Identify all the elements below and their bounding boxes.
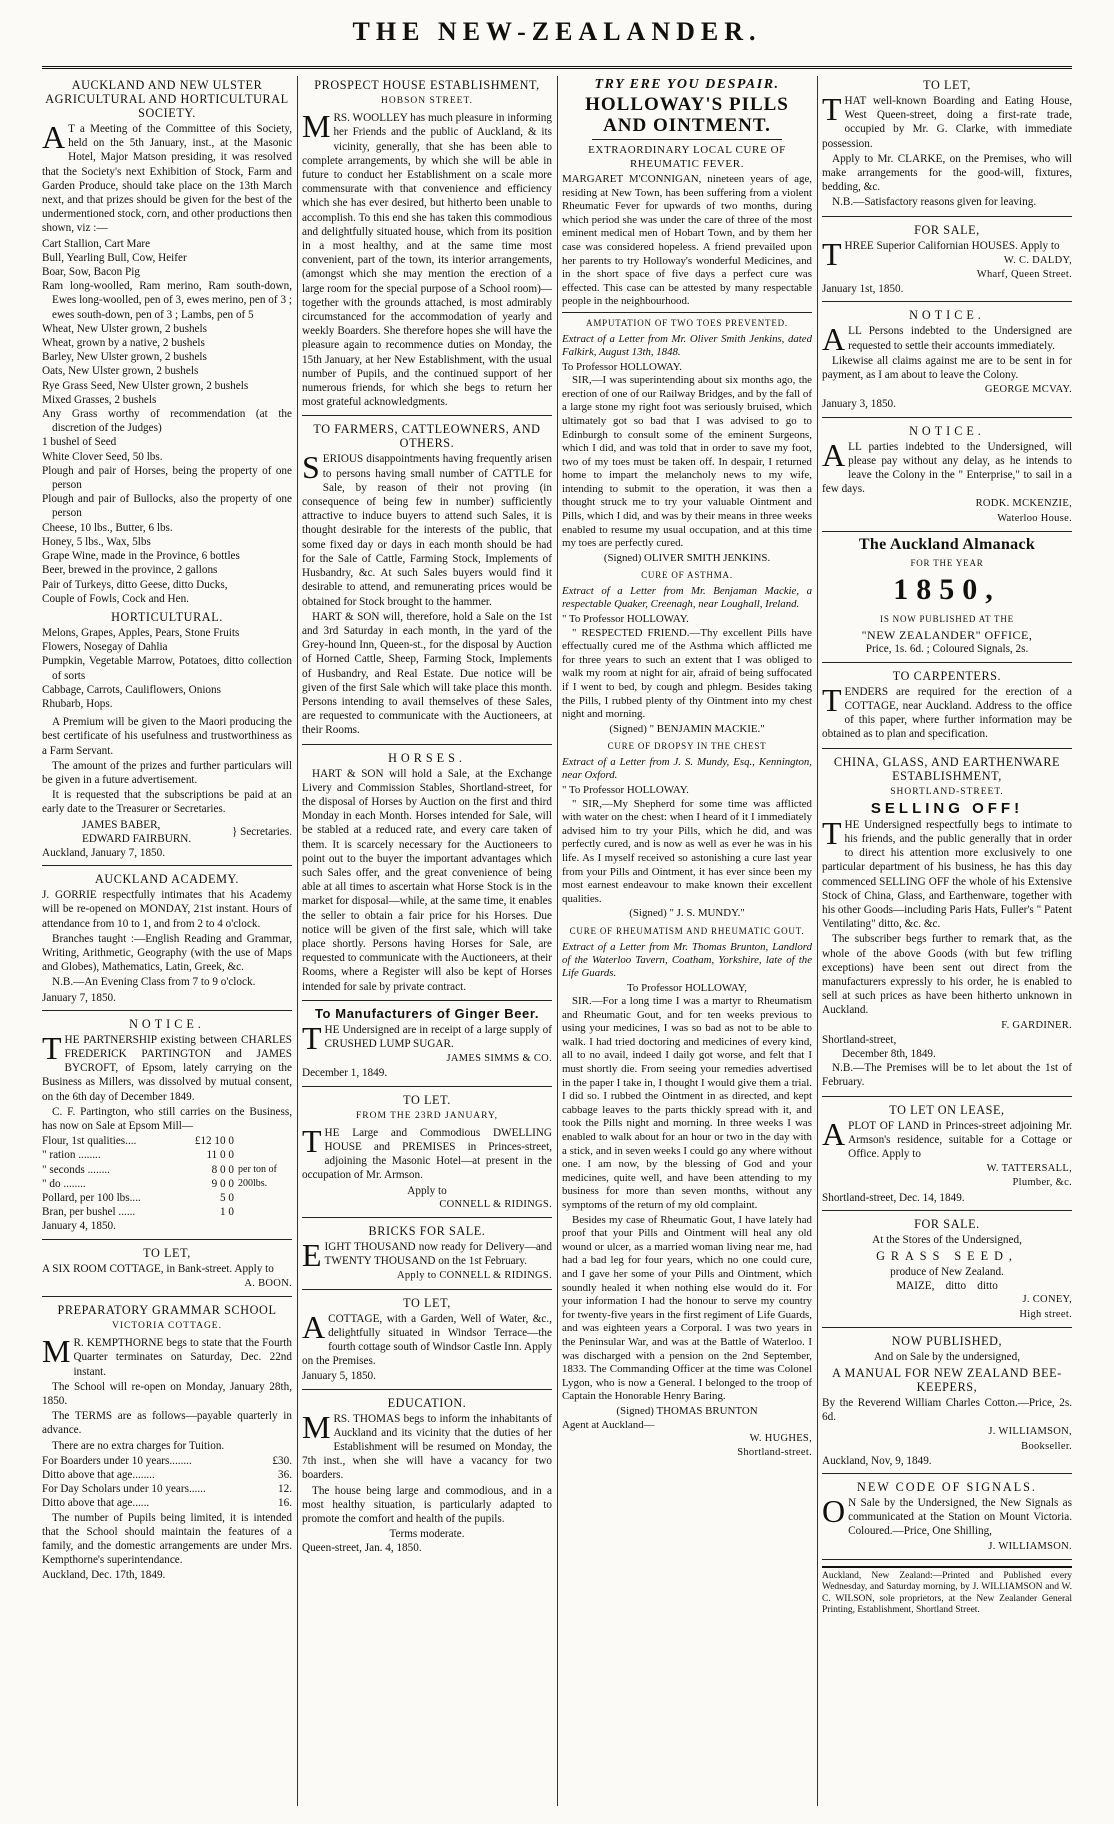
ad-body: THE PARTNERSHIP existing between CHARLES FREDERICK PARTINGTON and JAMES BYCROFT, of Epsom, lately carrying on the Business as Millers, was dissolved by mutual consent, on the 6th day of December 1849. [42, 1029, 292, 1103]
ad-body: ALL parties indebted to the Undersigned, will please pay without any delay, as he intends to leave the Colony in the " Enterprise," to sail in a few days. [822, 436, 1072, 496]
price-row [42, 1177, 234, 1191]
price-row [42, 1148, 234, 1162]
ad-body: ACOTTAGE, with a Garden, Well of Water, &c., delightfully situated in Windsor Terrace—the fourth cottage south of Windsor Castle Inn. Apply on the Premises. [302, 1308, 552, 1368]
ad-title: To Manufacturers of Ginger Beer. [314, 1005, 540, 1021]
signature: (Signed) THOMAS BRUNTON [616, 1404, 758, 1417]
ad-date: Shortland-street, [822, 1033, 897, 1046]
section-title: HORTICULTURAL. [111, 609, 223, 624]
letter-extract: Extract of a Letter from Mr. Thomas Brunton, Landlord of the Waterloo Tavern, Coatham, Yorkshire, late of the Life Guards. [562, 940, 812, 979]
signature: Waterloo House. [997, 512, 1072, 524]
price-value: 36. [278, 1469, 292, 1482]
signature: Wharf, Queen Street. [976, 269, 1072, 281]
ad-body: MR. KEMPTHORNE begs to state that the Fourth Quarter terminates on Saturday, Dec. 22nd instant. [42, 1333, 292, 1378]
ad-body: Price, 1s. 6d. ; Coloured Signals, 2s. [865, 643, 1029, 656]
price-unit-text: 200lbs. [238, 1177, 268, 1189]
holloway-ad [562, 78, 812, 1464]
ad-title: NOTICE. [909, 308, 985, 323]
ad-title: TO CARPENTERS. [892, 668, 1002, 683]
ad-title: NOW PUBLISHED, [891, 1333, 1003, 1348]
ad-title: PROSPECT HOUSE ESTABLISHMENT, [314, 78, 540, 92]
signature: J. WILLIAMSON. [988, 1540, 1072, 1552]
ad-date: December 8th, 1849. [842, 1047, 936, 1060]
china-glass-ad [822, 755, 1072, 1097]
ad-body: MARGARET M'CONNIGAN, nineteen years of age, residing at New Town, has been suffering from a violent Rheumatic Fever for upwards of two months, during which period she was under the care of three of the most eminent medical men of Hobart Town, and by them her case was considered hopeless. A friend prevailed upon her parents to try Holloway's wonderful Medicines, and in the short space of five days a perfect cure was effected. This case can be attested by many respectable people in the neighbourhood. [562, 173, 812, 308]
ad-subtitle: FOR THE YEAR [910, 557, 984, 568]
letter-recipient: To Professor HOLLOWAY. [562, 360, 682, 373]
prize-item: White Clover Seed, 50 lbs. [42, 450, 163, 463]
signature: Apply to CONNELL & RIDINGS. [397, 1270, 552, 1282]
section-title: CURE OF DROPSY IN THE CHEST [607, 741, 767, 752]
ad-title: TO LET, [403, 1295, 451, 1310]
ad-date: Auckland, January 7, 1850. [42, 846, 166, 859]
ad-date: Auckland, Nov, 9, 1849. [822, 1454, 932, 1467]
letter-recipient: To Professor HOLLOWAY, [627, 981, 747, 994]
horticultural-item: Cabbage, Carrots, Cauliflowers, Onions [42, 683, 221, 696]
ad-title: TO LET. [403, 1092, 451, 1107]
almanack-year: 1850, [893, 573, 1001, 607]
section-title: EXTRAORDINARY LOCAL CURE OF RHEUMATIC FEVER. [588, 144, 786, 170]
price-value: 5 0 [220, 1192, 234, 1205]
ad-date: January 4, 1850. [42, 1220, 116, 1233]
ad-body: The School will re-open on Monday, January 28th, 1850. [42, 1380, 292, 1408]
signature: (Signed) " BENJAMIN MACKIE." [609, 722, 765, 735]
price-item: Ditto above that age........ [42, 1469, 155, 1482]
price-value: 12. [278, 1483, 292, 1496]
prize-item: Any Grass worthy of recommendation (at the discretion of the Judges) [42, 408, 292, 435]
ad-body: MAIZE, ditto ditto [896, 1280, 998, 1293]
windsor-cottage-ad [302, 1296, 552, 1390]
ad-date: Queen-street, Jan. 4, 1850. [302, 1542, 422, 1555]
ad-subtitle: At the Stores of the Undersigned, [872, 1233, 1022, 1246]
price-rows [42, 1134, 234, 1219]
ad-title: PREPARATORY GRAMMAR SCHOOL [57, 1303, 277, 1318]
ad-subtitle: IS NOW PUBLISHED AT THE [880, 614, 1014, 625]
ad-body: AT a Meeting of the Committee of this Society, held on the 5th January, inst., at the Masonic Hotel, Major Matson presiding, it was resolved that the Society's next Exhibition of Stock, Farm and Garden Produce, should take place on the 13th March next, and that prizes should be given for the best of the undermentioned stock, corn, and other productions then shown, viz :— [42, 119, 292, 235]
prize-item: Grape Wine, made in the Province, 6 bottles [42, 550, 240, 563]
prize-item: Mixed Grasses, 2 bushels [42, 393, 157, 406]
prize-item: Barley, New Ulster grown, 2 bushels [42, 351, 207, 364]
ad-body: ON Sale by the Undersigned, the New Signals as communicated at the Station on Mount Victoria. Coloured.—Price, One Shilling, [822, 1493, 1072, 1538]
prize-item: 1 bushel of Seed [42, 436, 117, 449]
signature: W. TATTERSALL, [986, 1163, 1072, 1175]
ad-body: The TERMS are as follows—payable quarterly in advance. [42, 1410, 292, 1437]
signature: A. BOON. [244, 1277, 292, 1289]
horticultural-item: Rhubarb, Hops. [42, 697, 113, 710]
prize-item: Cart Stallion, Cart Mare [42, 237, 151, 250]
section-title: CURE OF RHEUMATISM AND RHEUMATIC GOUT. [569, 925, 805, 936]
letter-extract: Extract of a Letter from J. S. Mundy, Esq., Kennington, near Oxford. [562, 755, 812, 781]
ad-body: ALL Persons indebted to the Undersigned are requested to settle their accounts immediately. [822, 321, 1072, 358]
prize-list [42, 237, 292, 606]
price-item: For Boarders under 10 years........ [42, 1454, 192, 1467]
price-item: Bran, per bushel ...... [42, 1206, 136, 1219]
signature: (Signed) " J. S. MUNDY." [629, 907, 745, 920]
section-title: AMPUTATION OF TWO TOES PREVENTED. [586, 317, 788, 328]
price-value: £30. [272, 1454, 292, 1467]
price-item: " do ........ [42, 1177, 86, 1190]
ad-title: CHINA, GLASS, AND EARTHENWARE ESTABLISHMENT, [833, 754, 1061, 783]
price-row [42, 1191, 234, 1205]
ad-body: The number of Pupils being limited, it is intended that the School should maintain the features of a family, and the domestic arrangements are under Mrs. Kempthorne's superintendance. [42, 1511, 292, 1567]
ad-body: The subscriber begs further to remark that, as the whole of the above Goods (with but few trifling exceptions) have been sent out direct from the manufacturers expressly to his order, he is enabled to sell at such prices as have been hitherto unknown in Auckland. [822, 933, 1072, 1017]
ad-subtitle: VICTORIA COTTAGE. [111, 1321, 222, 1332]
masthead-rule [42, 66, 1072, 69]
prize-item: Bull, Yearling Bull, Cow, Heifer [42, 251, 187, 264]
ad-date: Shortland-street, Dec. 14, 1849. [822, 1191, 965, 1204]
ad-body: EIGHT THOUSAND now ready for Delivery—and TWENTY THOUSAND on the 1st February. [302, 1237, 552, 1274]
ad-title: TO FARMERS, CATTLEOWNERS, AND OTHERS. [313, 422, 541, 451]
price-row [42, 1205, 234, 1219]
letter-extract: Extract of a Letter from Mr. Benjaman Mackie, a respectable Quaker, Creenagh, near Loughall, Ireland. [562, 585, 812, 611]
price-value: 1 0 [220, 1206, 234, 1219]
ad-title: TO LET, [143, 1245, 191, 1260]
signature: J. WILLIAMSON, [988, 1426, 1072, 1438]
prospect-house-ad [302, 78, 552, 416]
ad-title: AUCKLAND ACADEMY. [94, 872, 240, 887]
price-value: 11 0 0 [206, 1149, 234, 1162]
ad-subtitle: FROM THE 23RD JANUARY, [355, 1110, 498, 1121]
signatories [42, 818, 292, 846]
fee-row [42, 1496, 292, 1510]
ad-body: N.B.—Satisfactory reasons given for leaving. [832, 196, 1037, 209]
dwelling-to-let-ad [302, 1093, 552, 1218]
horticultural-item: Melons, Grapes, Apples, Pears, Stone Fruits [42, 626, 240, 639]
price-unit [234, 1134, 292, 1219]
signature: J. CONEY, [1022, 1294, 1072, 1306]
ad-subtitle: HOBSON STREET. [381, 96, 473, 106]
horticultural-list [42, 626, 292, 711]
ad-body: HART & SON will, therefore, hold a Sale on the 1st and 3rd Saturday in each month, in the yard of the Grey-hound Inn, Queen-st., for the disposal by Auction of Horned Cattle, Sheep, Farming Stock, Implements of Husbandry, and Real Estate. Due notice will be given of the first Sale which will take place this month. Persons intending to avail themselves of these Sales, are requested to communicate with the Auctioneers, at their Rooms. [302, 610, 552, 737]
ad-title: NOTICE. [129, 1016, 205, 1031]
almanack-ad [822, 535, 1072, 663]
ad-body: C. F. Partington, who still carries on the Business, has now on Sale at Epsom Mill— [42, 1105, 292, 1132]
ad-body: N.B.—The Premises will be to let about the 1st of February. [822, 1062, 1072, 1089]
prize-item: Honey, 5 lbs., Wax, 5lbs [42, 535, 151, 548]
letter-extract: Extract of a Letter from Mr. Oliver Smith Jenkins, dated Falkirk, August 13th, 1848. [562, 332, 812, 358]
ad-title: BRICKS FOR SALE. [368, 1224, 486, 1239]
prize-item: Wheat, New Ulster grown, 2 bushels [42, 322, 207, 335]
price-item: Ditto above that age...... [42, 1497, 150, 1510]
ad-body: TENDERS are required for the erection of a COTTAGE, near Auckland. Address to the office of this paper, where further information may be obtained as to plan and specification. [822, 681, 1072, 741]
mcvay-notice-ad [822, 308, 1072, 417]
ad-body: THAT well-known Boarding and Eating House, West Queen-street, doing a first-rate trade, occupied by Mr. G. Clarke, with immediate possession. [822, 91, 1072, 150]
column-1 [42, 76, 292, 1814]
price-item: Flour, 1st qualities.... [42, 1135, 137, 1148]
price-item: " seconds ........ [42, 1163, 110, 1176]
ad-body: THE Large and Commodious DWELLING HOUSE and PREMISES in Princes-street, adjoining the Masonic Hotel—at present in the occupation of Mr. Armson. [302, 1122, 552, 1182]
ad-body: THREE Superior Californian HOUSES. Apply to [822, 235, 1060, 272]
signature: Plumber, &c. [1012, 1177, 1072, 1189]
signature: F. GARDINER. [1001, 1019, 1072, 1031]
price-value: 16. [278, 1497, 292, 1510]
column-3 [562, 76, 812, 1814]
ad-title: EDUCATION. [387, 1395, 467, 1410]
ad-subtitle: SHORTLAND-STREET. [890, 786, 1004, 797]
column-2 [302, 76, 552, 1814]
signature: GEORGE MCVAY. [984, 384, 1072, 396]
horticultural-item: Flowers, Nosegay of Dahlia [42, 641, 168, 654]
ad-body: A Premium will be given to the Maori producing the best certificate of his usefulness and trustworthiness as a Farm Servant. [42, 716, 292, 757]
price-unit-text: per ton of [238, 1163, 277, 1175]
grammar-school-ad [42, 1303, 292, 1588]
ad-body: SIR.—For a long time I was a martyr to Rheumatism and Rheumatic Gout, and for ten weeks previous to using your medicines, I was so bad as not to be able to walk. I had tried doctoring and medicines of every kind, all to no avail, indeed I daily got worse, and felt that I must shortly die. From seeing your remedies advertised in the paper I take in, I thought I would give them a trial. I did so. I rubbed the Ointment in as directed, and kept cabbage leaves to the parts thickly spread with it, and took the Pills night and morning. In three weeks I was enabled to walk about for an hour or two in the day with a stick, and in seven weeks I could go any where without one. I am now, by the blessing of God and your medicines, quite well, and have been attending to my business for more than seven months, without any symptoms of the return of my old complaint. [562, 995, 812, 1211]
ad-title: The Auckland Almanack [858, 535, 1036, 553]
ad-date: December 1, 1849. [302, 1067, 388, 1080]
ad-body: Besides my case of Rheumatic Gout, I have lately had proof that your Pills and Ointment will heal any old wound or ulcer, as a married woman living near me, had had a bad leg for four years, which no one could cure, and I gave her some of your Pills and Ointment, which soundly healed it when nothing else would do it. For your information I had the honour to serve my country for twenty-five years in the first regiment of Life Guards, and was eighteen years a Corporal. I was two years in the Peninsular War, and was at the Battle of Waterloo. I was discharged with a pension on the 2nd September, 1833. The Commanding Officer at the time was Colonel Lygon, who is now a General. I belonged to the troop of Captain the Honorable Henry Baring. [562, 1213, 812, 1403]
houses-for-sale-ad [822, 223, 1072, 303]
prize-item: Plough and pair of Bullocks, also the property of one person [42, 493, 292, 520]
ad-subtitle: And on Sale by the undersigned, [873, 1350, 1021, 1363]
column-4 [822, 76, 1072, 1814]
horticultural-item: Pumpkin, Vegetable Marrow, Potatoes, ditto collection of sorts [42, 655, 292, 682]
price-table [42, 1134, 292, 1219]
bee-manual-ad [822, 1334, 1072, 1474]
price-value: 8 0 0 [211, 1163, 234, 1176]
ad-title: NEW CODE OF SIGNALS. [857, 1480, 1037, 1495]
price-item: " ration ........ [42, 1149, 101, 1162]
slogan: TRY ERE YOU DESPAIR. [594, 77, 780, 92]
ad-title: HOLLOWAY'S PILLS AND OINTMENT. [585, 94, 789, 136]
education-ad [302, 1396, 552, 1561]
column-divider [557, 76, 558, 1806]
ad-body: It is requested that the subscriptions be paid at an early date to the Treasurer or Secretaries. [42, 789, 292, 816]
section-title: CURE OF ASTHMA. [641, 570, 733, 581]
ad-body: N.B.—An Evening Class from 7 to 9 o'clock. [52, 976, 256, 989]
bricks-ad [302, 1224, 552, 1290]
ad-body: Branches taught :—English Reading and Grammar, Writing, Arithmetic, Geography (with the use of Maps and Globes), Mathematics, Latin, Greek, &c. [42, 932, 292, 974]
ad-body: produce of New Zealand. [890, 1265, 1004, 1278]
ad-body: THE Undersigned respectfully begs to intimate to his friends, and the public generally that in order to direct his attention more exclusively to one particular department of his business, he has this day commenced SELLING OFF the whole of his Extensive Stock of China, Glass, and Earthenware, together with his other Goods—including Paris Hats, Fuller's " Patent Ventilating" ditto, &c. &c. [822, 814, 1072, 931]
price-item: For Day Scholars under 10 years...... [42, 1483, 206, 1496]
signature: JAMES SIMMS & CO. [446, 1053, 552, 1065]
ad-body: Apply to [407, 1184, 447, 1197]
masthead: THE NEW-ZEALANDER. [352, 17, 762, 46]
ad-title: TO LET ON LEASE, [889, 1102, 1005, 1117]
ad-body: APLOT OF LAND in Princes-street adjoining Mr. Armson's residence, suitable for a Cottage or Office. Apply to [822, 1115, 1072, 1160]
ad-body: MRS. THOMAS begs to inform the inhabitants of Auckland and its vicinity that the duties of her Establishment will be resumed on Monday, the 7th inst., when she will have a vacancy for two boarders. [302, 1408, 552, 1482]
fee-row [42, 1468, 292, 1482]
price-row [42, 1134, 234, 1148]
ad-body: HART & SON will hold a Sale, at the Exchange Livery and Commission Stables, Shortland-street, for the disposal of Horses by Auction on the first and third Monday in each Month. Horses intended for Sale, will be stabled at a reduced rate, and every care taken of them. It is scarcely necessary for the Auctioneers to point out to the buyer the important advantages which such Sales offer, and the great convenience of being able at all times to ascertain what Horse Stock is in the market for disposal—while, at the same time, it enables the seller to obtain a fair price for his Horses. Due notice will be given of the first sale, which will take place shortly. Persons having Horses for Sale, are requested to communicate with the Auctioneers, at their Rooms, where a Register will also be kept of Horses intended for sale by private contract. [302, 767, 552, 993]
agent-street: Shortland-street. [737, 1446, 812, 1458]
ad-body: SERIOUS disappointments having frequently arisen to persons having small number of CATTLE for Sale, by reason of their not proving (in consequence of being few in number) sufficiently attractive to induce buyers to attend such Sales, it is thought desirable for the interests of the public, that some fixed day or days in each month should be had for the Sale of Cattle, Farming Stock, Implements of Husbandry, &c. At such Sales buyers would find it desirable to attend, and remunerating prices would be obtained for Stock brought to the hammer. [302, 449, 552, 608]
ad-title: HORSES. [388, 750, 466, 765]
prize-item: Pair of Turkeys, ditto Geese, ditto Ducks, [42, 578, 228, 591]
agricultural-society-ad [42, 78, 292, 866]
signature: CONNELL & RIDINGS. [439, 1198, 552, 1210]
ad-date: January 3, 1850. [822, 398, 896, 411]
prize-item: Cheese, 10 lbs., Butter, 6 lbs. [42, 521, 173, 534]
agent-label: Agent at Auckland— [562, 1418, 655, 1431]
prize-item: Rye Grass Seed, New Ulster grown, 2 bushels [42, 379, 249, 392]
book-title: A MANUAL FOR NEW ZEALAND BEE-KEEPERS, [832, 1366, 1062, 1394]
ad-body: Apply to Mr. CLARKE, on the Premises, who will make arrangements for the good-will, fixtures, bedding, &c. [822, 152, 1072, 194]
prize-item: Ram long-woolled, Ram merino, Ram south-down, Ewes long-woolled, pen of 3, ewes merino, pen of 3 ; ewes south-down, pen of 3 ; Lambs, pen of 5 [42, 280, 292, 321]
partnership-notice-ad [42, 1017, 292, 1240]
academy-ad [42, 872, 292, 1011]
ad-body: Likewise all claims against me are to be sent in for payment, as I am about to leave the Colony. [822, 354, 1072, 382]
prize-item: Wheat, grown by a native, 2 bushels [42, 337, 205, 350]
signals-ad [822, 1480, 1072, 1560]
letter-recipient: " To Professor HOLLOWAY. [562, 783, 689, 796]
carpenters-ad [822, 669, 1072, 749]
ad-title: TO LET, [923, 78, 971, 92]
price-row [42, 1163, 234, 1177]
ad-body: SIR,—I was superintending about six months ago, the erection of one of our Railway Bridges, and by the fall of a large stone my right foot was seriously bruised, which ultimately got so bad that I was advised to go to Edinburgh to consult some of the eminent Surgeons, which I did, and was told that in order to save my foot, two of my toes must be taken off. In despair, I returned home to impart the melancholy news to my wife, intending to submit to the operation, it was then a thought struck me to try your valuable Ointment and Pills, which I did, and was by their means in three weeks enabled to resume my usual occupation, and at this time my toes are perfectly cured. [562, 374, 812, 550]
ad-body: There are no extra charges for Tuition. [52, 1439, 225, 1452]
ad-title: FOR SALE, [914, 222, 980, 237]
ad-body: By the Reverend William Charles Cotton.—Price, 2s. 6d. [822, 1397, 1072, 1424]
ad-body: J. GORRIE respectfully intimates that his Academy will be re-opened on MONDAY, 21st instant. Hours of attendance from 10 to 1, and from 2 to 4 o'clock. [42, 889, 292, 930]
price-value: 9 0 0 [211, 1177, 234, 1190]
fee-table [42, 1454, 292, 1511]
mckenzie-notice-ad [822, 424, 1072, 532]
ad-body: Terms moderate. [389, 1528, 465, 1541]
ad-body: " SIR,—My Shepherd for some time was afflicted with water on the chest: when I heard of it I immediately advised him to try your Pills, which he did, and was perfectly cured, and is now as well as ever he was in his life. As I myself received so astonishing a cure last year from your Pills and Ointment, it has ever since been my most earnest endeavour to make known their excellent qualities. [562, 797, 812, 905]
ginger-beer-ad [302, 1007, 552, 1087]
prize-item: Couple of Fowls, Cock and Hen. [42, 592, 189, 605]
signature-role: } Secretaries. [231, 825, 292, 838]
cottage-to-let-ad [42, 1246, 292, 1297]
ad-body: The amount of the prizes and further particulars will be given in a future advertisement. [42, 759, 292, 786]
agent-name: W. HUGHES, [749, 1433, 812, 1445]
price-item: Pollard, per 100 lbs.... [42, 1192, 141, 1205]
ad-title: FOR SALE. [914, 1216, 980, 1231]
signature: Bookseller. [1021, 1440, 1072, 1452]
signature: (Signed) OLIVER SMITH JENKINS. [603, 551, 771, 564]
ad-date: January 1st, 1850. [822, 283, 904, 296]
ad-body: "NEW ZEALANDER" OFFICE, [861, 628, 1033, 643]
product: GRASS SEED, [876, 1248, 1018, 1263]
horses-ad [302, 751, 552, 1001]
grass-seed-ad [822, 1217, 1072, 1328]
ad-title: NOTICE. [909, 423, 985, 438]
signature: W. C. DALDY, [1003, 254, 1072, 266]
column-divider [297, 76, 298, 1806]
price-value: £12 10 0 [194, 1135, 234, 1148]
letter-recipient: " To Professor HOLLOWAY. [562, 613, 689, 626]
signature: RODK. MCKENZIE, [975, 498, 1072, 510]
fee-row [42, 1454, 292, 1468]
ad-date: January 7, 1850. [42, 991, 116, 1004]
signature: JAMES BABER, [82, 818, 161, 831]
signature: EDWARD FAIRBURN. [82, 832, 192, 845]
land-lease-ad [822, 1103, 1072, 1211]
fee-row [42, 1482, 292, 1496]
ad-body: The house being large and commodious, and in a most healthy situation, is particularly adapted to promote the comfort and health of the pupils. [302, 1484, 552, 1526]
colophon: Auckland, New Zealand:—Printed and Published every Wednesday, and Saturday morning, by J. WILLIAMSON and W. C. WILSON, sole proprietors, at the New Zealander General Printing, Establishment, Shortland Street. [822, 1566, 1072, 1617]
signature: High street. [1019, 1308, 1072, 1320]
prize-item: Boar, Sow, Bacon Pig [42, 266, 140, 279]
selling-off-banner: SELLING OFF! [870, 799, 1024, 817]
ad-date: January 5, 1850. [302, 1370, 376, 1383]
prize-item: Plough and pair of Horses, being the property of one person [42, 464, 292, 492]
prize-item: Beer, brewed in the province, 2 gallons [42, 564, 218, 577]
ad-body: THE Undersigned are in receipt of a large supply of CRUSHED LUMP SUGAR. [302, 1019, 552, 1056]
ad-body: " RESPECTED FRIEND.—Thy excellent Pills have effectually cured me of the Asthma which afflicted me for three years to such an extent that I was obliged to walk my room at night for air, afraid of being suffocated if I went to bed, by cough and phlegm. Besides taking the Pills, I rubbed plenty of thy Ointment into my chest night and morning. [562, 626, 812, 721]
boarding-house-ad [822, 78, 1072, 217]
ad-title: AUCKLAND AND NEW ULSTER AGRICULTURAL AND HORTICULTURAL SOCIETY. [45, 78, 289, 120]
ad-body: A SIX ROOM COTTAGE, in Bank-street. Apply to [42, 1262, 274, 1275]
ad-date: Auckland, Dec. 17th, 1849. [42, 1569, 166, 1582]
farmers-ad [302, 422, 552, 744]
prize-item: Oats, New Ulster grown, 2 bushels [42, 365, 199, 378]
column-divider [817, 76, 818, 1806]
ad-body: MRS. WOOLLEY has much pleasure in informing her Friends and the public of Auckland, & its vicinity, generally, that she has been able to complete arrangements, by which she will be able in future to conduct her Establishment on a scale more commensurate with that convenience and efficiency which she has ever desired, but hitherto been unable to accomplish. To this end she has taken this commodious and delightfully situated house, which from its position in a most healthy, and at the same time most convenient, part of the town, its interior arrangements, (amongst which she may mention the erection of a large room for the special purpose of a School room)—together with the grounds attached, is most admirably circumstanced for the accommodation of yearly and weekly Boarders. She therefore hopes she will have the pleasure again to recommence duties on Monday, the 15th January, at her New Establishment, with the usual number of Pupils, and the continued support of her numerous friends, for which she begs to return her most grateful acknowledgments. [302, 108, 552, 409]
